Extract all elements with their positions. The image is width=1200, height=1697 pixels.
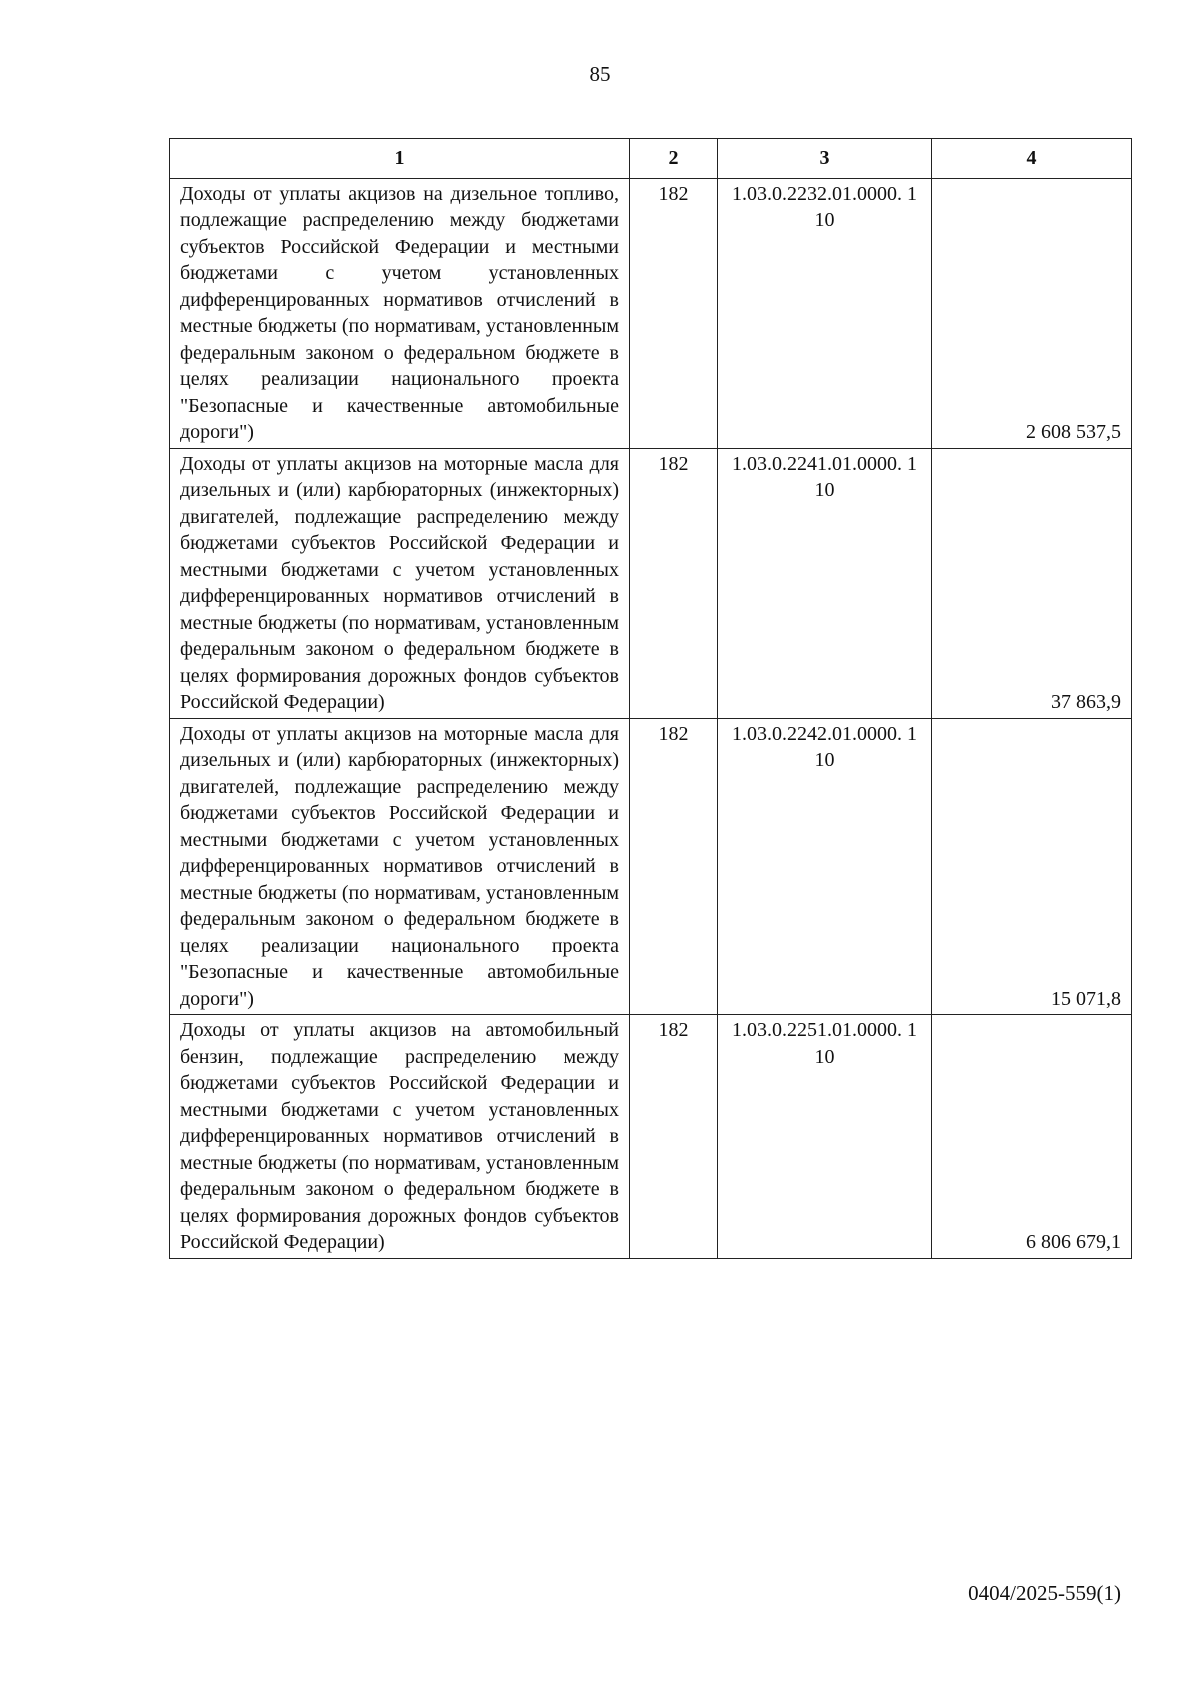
income-description: Доходы от уплаты акцизов на моторные масла для дизельных и (или) карбюраторных (инжекторных) двигателей, подлежащие распределению между бюджетами субъектов Российской Федерации и местными бюджетами с учетом установленных дифференцированных нормативов отчислений в местные бюджеты (по нормативам, установленным федеральным законом о федеральном бюджете в целях формирования дорожных фондов субъектов Российской Федерации) — [170, 448, 630, 718]
table-row — [170, 1015, 1132, 1259]
classification-code: 1.03.0.2251.01.0000. 110 — [718, 1015, 932, 1259]
document-code: 0404/2025-559(1) — [968, 1581, 1121, 1605]
table-header — [170, 139, 1132, 179]
table-row — [170, 178, 1132, 448]
column-header-3: 3 — [718, 139, 932, 179]
table-row — [170, 448, 1132, 718]
header-row — [170, 139, 1132, 179]
amount: 2 608 537,5 — [932, 178, 1132, 448]
page-number: 85 — [589, 62, 611, 86]
amount: 37 863,9 — [932, 448, 1132, 718]
administrator-code: 182 — [630, 448, 718, 718]
administrator-code: 182 — [630, 1015, 718, 1259]
amount: 15 071,8 — [932, 718, 1132, 1015]
table-row — [170, 718, 1132, 1015]
classification-code: 1.03.0.2232.01.0000. 110 — [718, 178, 932, 448]
income-description: Доходы от уплаты акцизов на моторные масла для дизельных и (или) карбюраторных (инжекторных) двигателей, подлежащие распределению между бюджетами субъектов Российской Федерации и местными бюджетами с учетом установленных дифференцированных нормативов отчислений в местные бюджеты (по нормативам, установленным федеральным законом о федеральном бюджете в целях реализации национального проекта "Безопасные и качественные автомобильные дороги") — [170, 718, 630, 1015]
income-description: Доходы от уплаты акцизов на дизельное топливо, подлежащие распределению между бюджетами субъектов Российской Федерации и местными бюджетами с учетом установленных дифференцированных нормативов отчислений в местные бюджеты (по нормативам, установленным федеральным законом о федеральном бюджете в целях реализации национального проекта "Безопасные и качественные автомобильные дороги") — [170, 178, 630, 448]
amount: 6 806 679,1 — [932, 1015, 1132, 1259]
column-header-1: 1 — [170, 139, 630, 179]
administrator-code: 182 — [630, 178, 718, 448]
table-body — [170, 178, 1132, 1258]
classification-code: 1.03.0.2241.01.0000. 110 — [718, 448, 932, 718]
column-header-4: 4 — [932, 139, 1132, 179]
revenue-table — [169, 138, 1132, 1259]
income-description: Доходы от уплаты акцизов на автомобильный бензин, подлежащие распределению между бюджетами субъектов Российской Федерации и местными бюджетами с учетом установленных дифференцированных нормативов отчислений в местные бюджеты (по нормативам, установленным федеральным законом о федеральном бюджете в целях формирования дорожных фондов субъектов Российской Федерации) — [170, 1015, 630, 1259]
classification-code: 1.03.0.2242.01.0000. 110 — [718, 718, 932, 1015]
administrator-code: 182 — [630, 718, 718, 1015]
column-header-2: 2 — [630, 139, 718, 179]
